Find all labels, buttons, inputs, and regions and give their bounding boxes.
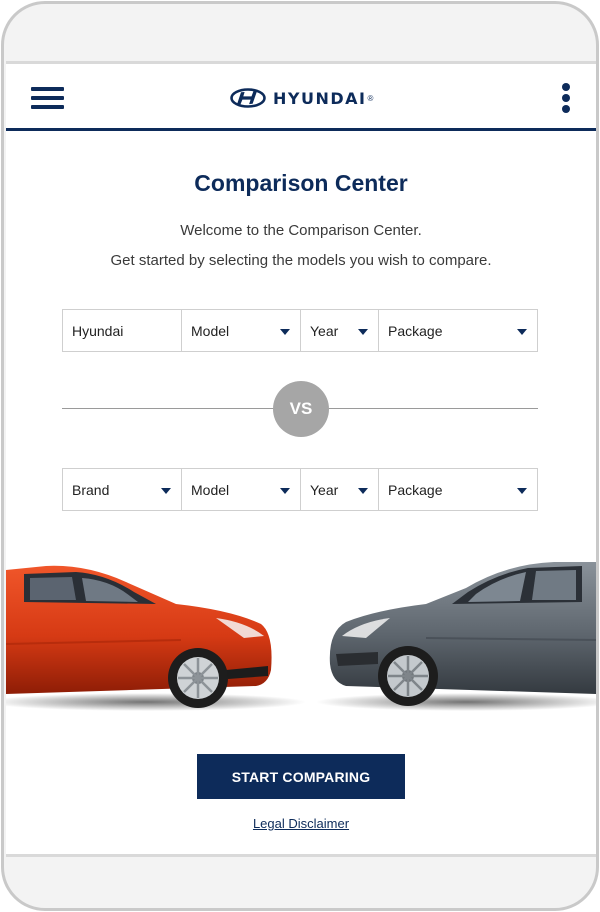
vehicle-b-selector: [62, 468, 538, 511]
model-select-b-value: Model: [191, 481, 230, 498]
grey-car-image: [316, 562, 596, 711]
dropdown-caret-icon: [517, 329, 527, 335]
dropdown-caret-icon: [280, 329, 290, 335]
kebab-menu-icon[interactable]: [562, 83, 570, 113]
app-header: [6, 64, 596, 131]
dropdown-caret-icon: [517, 488, 527, 494]
package-select-b[interactable]: [379, 469, 537, 510]
hamburger-menu-icon[interactable]: [31, 87, 64, 109]
package-select-b-value: Package: [388, 481, 443, 498]
vs-badge: VS: [273, 381, 329, 437]
package-select-a[interactable]: [379, 310, 537, 351]
dropdown-caret-icon: [358, 329, 368, 335]
registered-mark: ®: [367, 93, 374, 103]
welcome-text: Welcome to the Comparison Center.: [180, 222, 422, 239]
model-select-a[interactable]: [182, 310, 301, 351]
hyundai-logo-icon: [230, 88, 266, 108]
brand-select-a[interactable]: [63, 310, 182, 351]
package-select-a-value: Package: [388, 322, 443, 339]
red-car-image: [6, 566, 306, 711]
vehicle-a-selector: [62, 309, 538, 352]
model-select-b[interactable]: [182, 469, 301, 510]
brand-name: HYUNDAI: [273, 88, 367, 108]
brand-select-a-value: Hyundai: [72, 322, 124, 339]
dropdown-caret-icon: [161, 488, 171, 494]
cars-illustration: [6, 552, 596, 712]
year-select-a-value: Year: [310, 322, 339, 339]
start-comparing-button[interactable]: START COMPARING: [197, 754, 405, 799]
year-select-b[interactable]: [301, 469, 379, 510]
app-screen: [6, 61, 596, 857]
brand-select-b-value: Brand: [72, 481, 110, 498]
hyundai-logo[interactable]: [230, 86, 373, 110]
year-select-b-value: Year: [310, 481, 339, 498]
instructions-text: Get started by selecting the models you wish to compare.: [110, 252, 492, 269]
model-select-a-value: Model: [191, 322, 230, 339]
device-frame: [1, 1, 599, 911]
page-title: Comparison Center: [194, 170, 408, 196]
legal-disclaimer-link[interactable]: Legal Disclaimer: [252, 816, 350, 831]
dropdown-caret-icon: [358, 488, 368, 494]
brand-select-b[interactable]: [63, 469, 182, 510]
dropdown-caret-icon: [280, 488, 290, 494]
year-select-a[interactable]: [301, 310, 379, 351]
